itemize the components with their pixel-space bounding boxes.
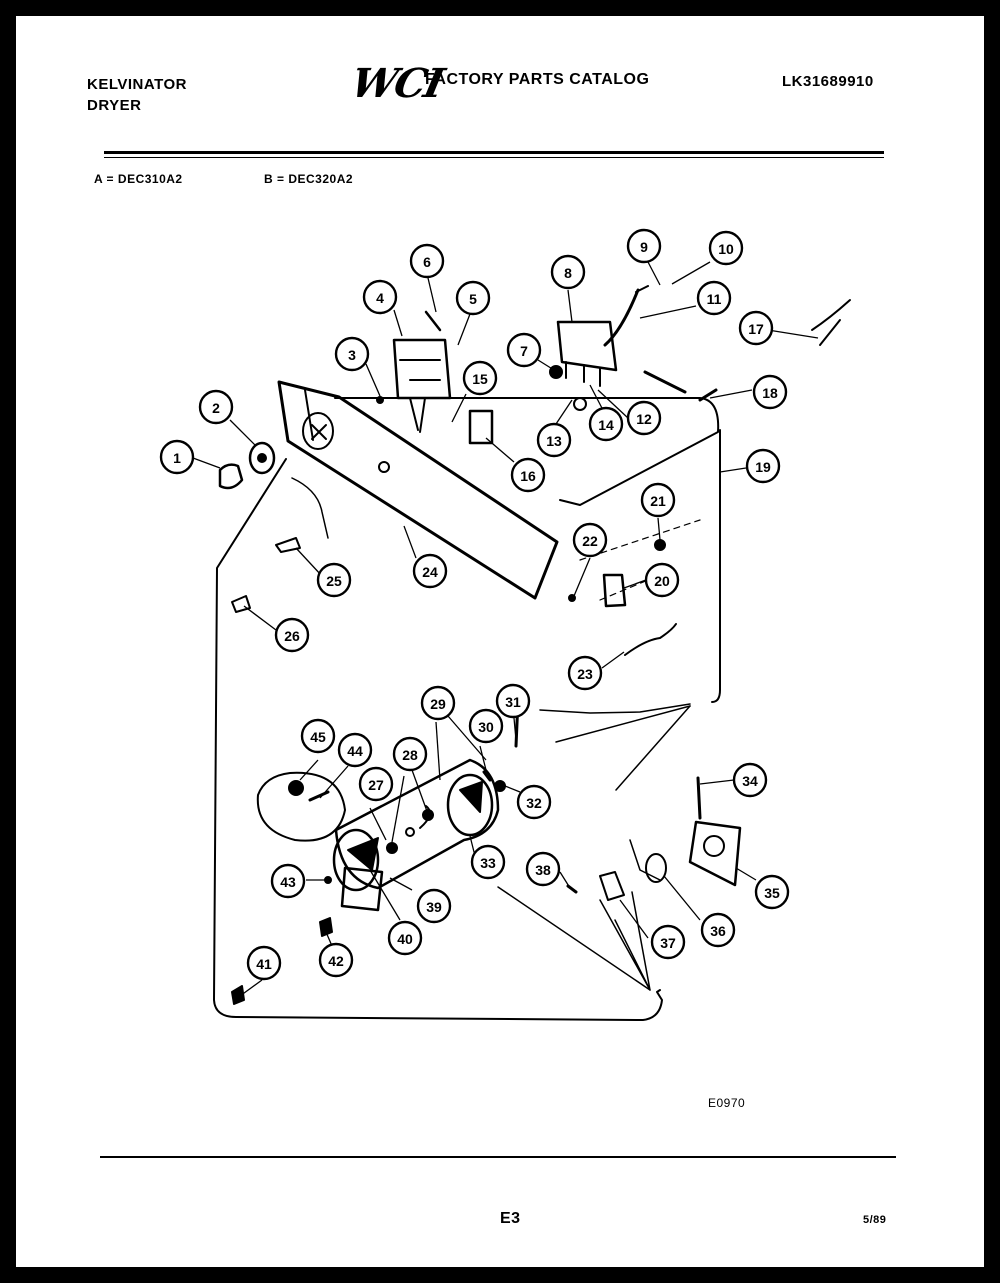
callout-41 [248,947,280,979]
callout-label: 22 [582,533,598,549]
callout-42 [320,944,352,976]
callout-label: 12 [636,411,652,427]
callout-32 [518,786,550,818]
callout-label: 16 [520,468,536,484]
callout-39 [418,890,450,922]
callout-26 [276,619,308,651]
callout-43 [272,865,304,897]
page-number: E3 [500,1210,521,1227]
wci-logo: WCI [347,60,447,107]
callout-22 [574,524,606,556]
cabinet-right-side [712,430,720,702]
callout-label: 18 [762,385,778,401]
callout-label: 25 [326,573,342,589]
callout-16 [512,459,544,491]
callout-30 [470,710,502,742]
callout-14 [590,408,622,440]
callout-label: 33 [480,855,496,871]
callout-label: 27 [368,777,384,793]
callout-34 [734,764,766,796]
callout-label: 43 [280,874,296,890]
figure-code: E0970 [708,1096,746,1110]
callout-label: 3 [348,347,356,363]
callout-4 [364,281,396,313]
model-b: B = DEC320A2 [264,172,354,186]
callout-3 [336,338,368,370]
callout-5 [457,282,489,314]
date-code: 5/89 [863,1214,887,1226]
callout-10 [710,232,742,264]
callout-label: 34 [742,773,758,789]
callout-37 [652,926,684,958]
callout-label: 35 [764,885,780,901]
callout-17 [740,312,772,344]
callout-20 [646,564,678,596]
callout-1 [161,441,193,473]
callout-label: 26 [284,628,300,644]
callout-label: 14 [598,417,614,433]
callout-label: 2 [212,400,220,416]
callout-9 [628,230,660,262]
callout-label: 20 [654,573,670,589]
callout-2 [200,391,232,423]
callout-label: 9 [640,239,648,255]
callout-24 [414,555,446,587]
callout-12 [628,402,660,434]
callout-18 [754,376,786,408]
product-type: DRYER [87,97,142,114]
callout-28 [394,738,426,770]
catalog-number: LK31689910 [782,73,874,90]
timer [394,340,450,398]
callout-label: 10 [718,241,734,257]
callout-8 [552,256,584,288]
callout-label: 21 [650,493,666,509]
callout-label: 44 [347,743,363,759]
callout-31 [497,685,529,717]
callout-label: 38 [535,862,551,878]
callout-label: 28 [402,747,418,763]
callout-11 [698,282,730,314]
callout-label: 8 [564,265,572,281]
callout-15 [464,362,496,394]
callout-label: 30 [478,719,494,735]
callout-40 [389,922,421,954]
model-a: A = DEC310A2 [94,172,183,186]
brand-name: KELVINATOR [87,76,188,93]
catalog-title: FACTORY PARTS CATALOG [425,71,650,88]
callout-label: 7 [520,343,528,359]
callout-label: 32 [526,795,542,811]
callout-label: 17 [748,321,764,337]
callout-label: 23 [577,666,593,682]
callout-label: 36 [710,923,726,939]
callout-label: 45 [310,729,326,745]
callout-label: 5 [469,291,477,307]
callout-6 [411,245,443,277]
callout-21 [642,484,674,516]
callout-13 [538,424,570,456]
callout-44 [339,734,371,766]
callout-label: 6 [423,254,431,270]
callout-25 [318,564,350,596]
callout-label: 19 [755,459,771,475]
callout-label: 1 [173,450,181,466]
callout-36 [702,914,734,946]
callout-label: 40 [397,931,413,947]
callout-label: 39 [426,899,442,915]
callout-35 [756,876,788,908]
callout-label: 11 [706,291,722,307]
callout-label: 13 [546,433,562,449]
callout-label: 15 [472,371,488,387]
callout-label: 41 [256,956,272,972]
callout-label: 4 [376,290,384,306]
callout-label: 29 [430,696,446,712]
callout-45 [302,720,334,752]
callout-7 [508,334,540,366]
callout-23 [569,657,601,689]
callout-label: 31 [505,694,521,710]
callout-33 [472,846,504,878]
callout-19 [747,450,779,482]
footer-divider [100,1156,896,1158]
callout-38 [527,853,559,885]
callout-label: 24 [422,564,438,580]
callout-27 [360,768,392,800]
motor-mount [690,822,740,885]
callout-29 [422,687,454,719]
callout-label: 37 [660,935,676,951]
callout-label: 42 [328,953,344,969]
